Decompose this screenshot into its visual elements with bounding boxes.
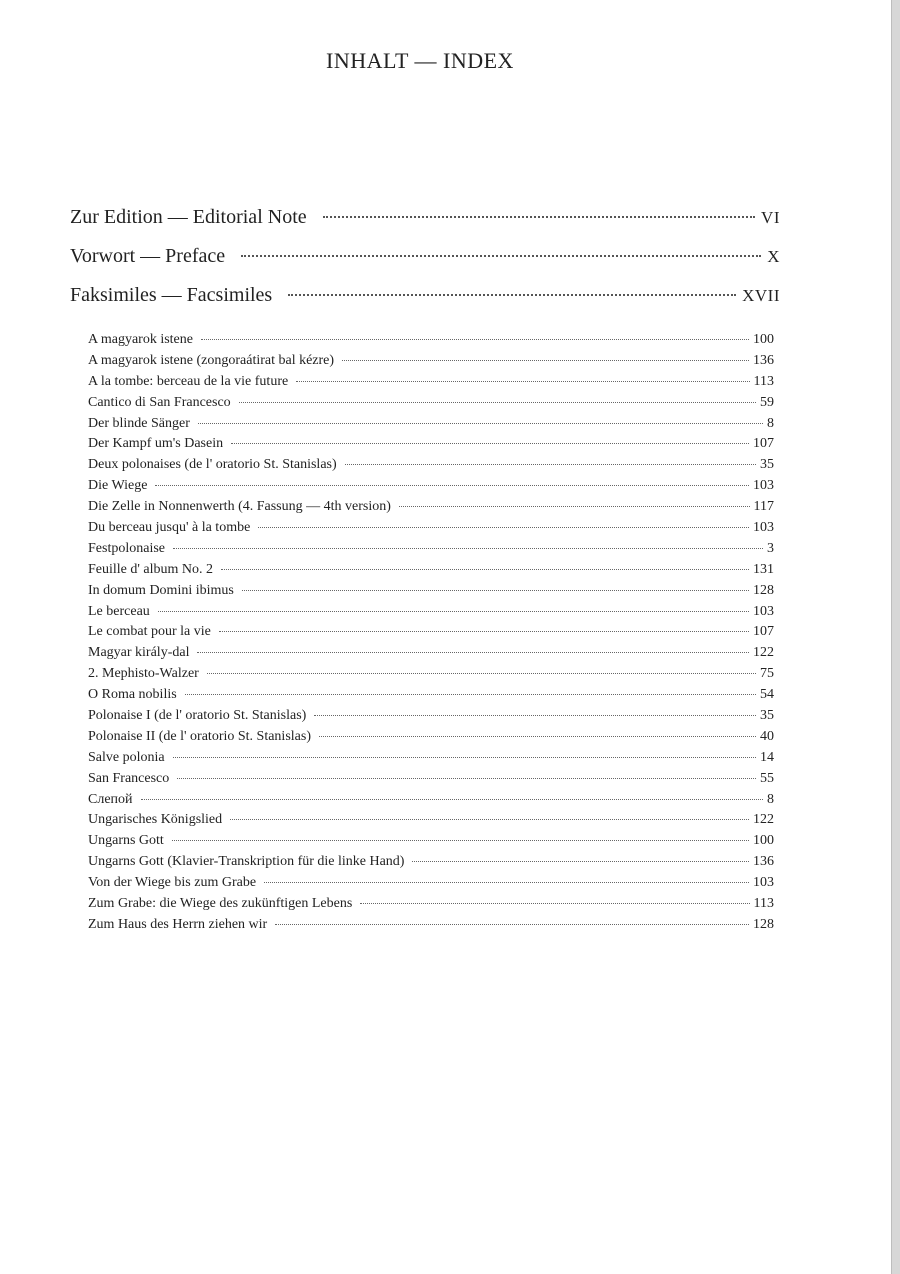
- dot-leader: [412, 861, 749, 862]
- dot-leader: [230, 819, 749, 820]
- index-entry: [88, 541, 774, 562]
- dot-leader: [314, 715, 756, 716]
- dot-leader: [172, 840, 749, 841]
- entry-title: Von der Wiege bis zum Grabe: [88, 875, 257, 891]
- page-number: 128: [753, 916, 774, 932]
- dot-leader: [264, 882, 749, 883]
- index-entry: [88, 604, 774, 625]
- entry-title: In domum Domini ibimus: [88, 582, 234, 598]
- dot-leader: [242, 590, 749, 591]
- dot-leader: [399, 506, 750, 507]
- index-entry: [88, 812, 774, 833]
- entry-title: A la tombe: berceau de la vie future: [88, 373, 289, 389]
- dot-leader: [173, 757, 756, 758]
- page-number: 136: [753, 352, 774, 368]
- dot-leader: [141, 799, 763, 800]
- dot-leader: [173, 548, 763, 549]
- page-number: XVII: [742, 286, 780, 305]
- entry-title: O Roma nobilis: [88, 687, 177, 703]
- page-number: 8: [767, 791, 774, 807]
- entry-title: Zum Haus des Herrn ziehen wir: [88, 916, 268, 932]
- dot-leader: [185, 694, 756, 695]
- index-entry: [88, 854, 774, 875]
- entry-title: Polonaise II (de l' oratorio St. Stanislas): [88, 728, 311, 744]
- page-number: 8: [767, 415, 774, 431]
- dot-leader: [231, 443, 749, 444]
- page-number: 107: [753, 436, 774, 452]
- dot-leader: [296, 381, 749, 382]
- page-number: 14: [760, 749, 774, 765]
- page-number: 100: [753, 833, 774, 849]
- page-number: 3: [767, 540, 774, 556]
- entry-title: Festpolonaise: [88, 540, 165, 556]
- dot-leader: [177, 778, 756, 779]
- page-number: 103: [753, 603, 774, 619]
- entry-title: Feuille d' album No. 2: [88, 561, 214, 577]
- entry-title: Le combat pour la vie: [88, 624, 211, 640]
- index-entry: [88, 896, 774, 917]
- page-number: 136: [753, 854, 774, 870]
- dot-leader: [201, 339, 749, 340]
- index-entry: [88, 833, 774, 854]
- page-number: 75: [760, 666, 774, 682]
- dot-leader: [275, 924, 749, 925]
- page-number: 107: [753, 624, 774, 640]
- dot-leader: [197, 652, 749, 653]
- index-entry: [88, 729, 774, 750]
- page-number: 117: [753, 499, 774, 515]
- page-title: INHALT — INDEX: [326, 48, 514, 73]
- dot-leader: [345, 464, 756, 465]
- index-entry: [88, 332, 774, 353]
- index-entry: [88, 771, 774, 792]
- index-entry: [88, 917, 774, 938]
- index-entry: [88, 395, 774, 416]
- dot-leader: [155, 485, 749, 486]
- page-number: 35: [760, 457, 774, 473]
- entry-title: Deux polonaises (de l' oratorio St. Stanislas): [88, 457, 337, 473]
- dot-leader: [323, 216, 755, 218]
- entry-title: Cantico di San Francesco: [88, 394, 231, 410]
- index-entry: [88, 666, 774, 687]
- entry-title: Der Kampf um's Dasein: [88, 436, 224, 452]
- index-entry: [88, 499, 774, 520]
- page-number: 113: [753, 896, 774, 912]
- entry-title: San Francesco: [88, 770, 170, 786]
- index-entry: [88, 792, 774, 813]
- index-entry: [88, 353, 774, 374]
- index-entry: [88, 583, 774, 604]
- page-number: VI: [761, 208, 780, 227]
- index-entry: [88, 436, 774, 457]
- page-number: 128: [753, 582, 774, 598]
- entry-title: Zur Edition — Editorial Note: [70, 206, 307, 228]
- dot-leader: [198, 423, 763, 424]
- dot-leader: [258, 527, 749, 528]
- index-entry: [88, 520, 774, 541]
- page-number: 103: [753, 478, 774, 494]
- entry-title: Polonaise I (de l' oratorio St. Stanislas): [88, 708, 307, 724]
- entry-title: Le berceau: [88, 603, 150, 619]
- entry-title: Magyar király-dal: [88, 645, 190, 661]
- entry-title: 2. Mephisto-Walzer: [88, 666, 199, 682]
- page-number: 113: [753, 373, 774, 389]
- index-entry: [88, 645, 774, 666]
- index-entry: [88, 457, 774, 478]
- entry-title: Salve polonia: [88, 749, 165, 765]
- page-number: X: [767, 247, 780, 266]
- index-entry: [88, 562, 774, 583]
- page-edge: [891, 0, 900, 1274]
- entry-title: Du berceau jusqu' à la tombe: [88, 520, 251, 536]
- entry-title: Слепой: [88, 791, 133, 807]
- dot-leader: [241, 255, 761, 257]
- page-number: 59: [760, 394, 774, 410]
- entry-title: A magyarok istene: [88, 332, 193, 347]
- index-entry: [88, 875, 774, 896]
- index-entry: [88, 478, 774, 499]
- index-entry: [88, 374, 774, 395]
- contents-entry: [70, 284, 780, 323]
- page-number: 122: [753, 812, 774, 828]
- dot-leader: [221, 569, 749, 570]
- dot-leader: [288, 294, 736, 296]
- page-number: 100: [753, 332, 774, 347]
- page-number: 122: [753, 645, 774, 661]
- page-number: 54: [760, 687, 774, 703]
- page-number: 35: [760, 708, 774, 724]
- dot-leader: [319, 736, 756, 737]
- index-entry: [88, 416, 774, 437]
- index-entry: [88, 687, 774, 708]
- dot-leader: [158, 611, 749, 612]
- entry-title: Zum Grabe: die Wiege des zukünftigen Lebens: [88, 896, 353, 912]
- dot-leader: [219, 631, 749, 632]
- entry-title: Die Wiege: [88, 478, 148, 494]
- dot-leader: [239, 402, 756, 403]
- dot-leader: [342, 360, 749, 361]
- dot-leader: [360, 903, 749, 904]
- entry-title: A magyarok istene (zongoraátirat bal kézre): [88, 352, 335, 368]
- contents-entry: [70, 206, 780, 245]
- entry-title: Die Zelle in Nonnenwerth (4. Fassung — 4th version): [88, 499, 391, 515]
- entry-title: Ungarns Gott: [88, 833, 164, 849]
- contents-entry: [70, 245, 780, 284]
- page-number: 103: [753, 520, 774, 536]
- main-contents: [70, 206, 780, 323]
- dot-leader: [207, 673, 756, 674]
- page-number: 131: [753, 561, 774, 577]
- index-entry: [88, 708, 774, 729]
- title-index: [88, 332, 774, 938]
- index-entry: [88, 750, 774, 771]
- page-number: 55: [760, 770, 774, 786]
- entry-title: Der blinde Sänger: [88, 415, 190, 431]
- page-number: 103: [753, 875, 774, 891]
- entry-title: Ungarns Gott (Klavier-Transkription für die linke Hand): [88, 854, 405, 870]
- entry-title: Ungarisches Königslied: [88, 812, 223, 828]
- entry-title: Faksimiles — Facsimiles: [70, 284, 273, 306]
- index-entry: [88, 624, 774, 645]
- page-number: 40: [760, 728, 774, 744]
- entry-title: Vorwort — Preface: [70, 245, 226, 267]
